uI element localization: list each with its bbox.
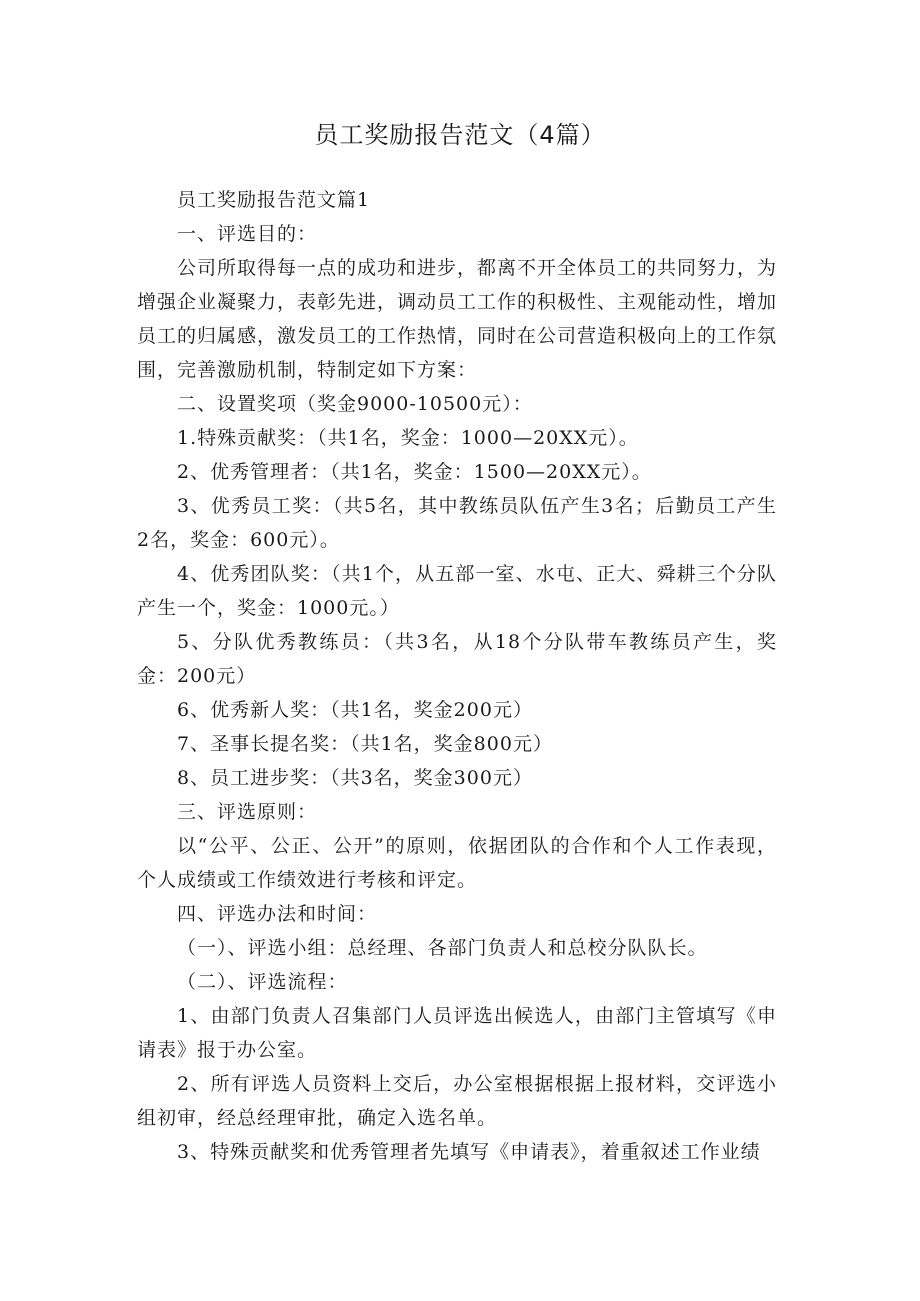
paragraph-section-heading: 员工奖励报告范文篇1 (177, 189, 371, 211)
paragraph-heading-2: 二、设置奖项（奖金9000-10500元）： (177, 393, 533, 415)
paragraph-subheading-1: （一）、评选小组：总经理、各部门负责人和总校分队队长。 (177, 937, 708, 959)
paragraph-process-2: 2、所有评选人员资料上交后，办公室根据根据上报材料，交评选小组初审，经总经理审批，确定入选名单。 (137, 1073, 777, 1129)
paragraph-principle: 以“公平、公正、公开”的原则，依据团队的合作和个人工作表现，个人成绩或工作绩效进行考核和评定。 (137, 835, 777, 891)
paragraph-award-5: 5、分队优秀教练员：（共3名，从18个分队带车教练员产生，奖金：200元） (137, 631, 777, 687)
paragraph-subheading-2: （二）、评选流程： (177, 971, 348, 993)
paragraph-award-6: 6、优秀新人奖：（共1名，奖金200元） (177, 699, 533, 721)
document-body (137, 183, 777, 1169)
paragraph-process-1: 1、由部门负责人召集部门人员评选出候选人，由部门主管填写《申请表》报于办公室。 (137, 1005, 777, 1061)
paragraph-award-1: 1.特殊贡献奖：（共1名，奖金：1000—20XX元）。 (177, 427, 639, 449)
paragraph-award-3: 3、优秀员工奖：（共5名，其中教练员队伍产生3名；后勤员工产生2名，奖金：600元）。 (137, 495, 777, 551)
paragraph-heading-4: 四、评选办法和时间： (177, 903, 378, 925)
paragraph-heading-1: 一、评选目的： (177, 223, 318, 245)
paragraph-process-3: 3、特殊贡献奖和优秀管理者先填写《申请表》，着重叙述工作业绩 (177, 1141, 761, 1163)
paragraph-award-4: 4、优秀团队奖：（共1个，从五部一室、水屯、正大、舜耕三个分队产生一个，奖金：1000元。） (137, 563, 777, 619)
document-title: 员工奖励报告范文（4篇） (314, 121, 606, 149)
paragraph-heading-3: 三、评选原则： (177, 801, 318, 823)
paragraph-purpose: 公司所取得每一点的成功和进步，都离不开全体员工的共同努力，为增强企业凝聚力，表彰先进，调动员工工作的积极性、主观能动性，增加员工的归属感，激发员工的工作热情，同时在公司营造积极向上的工作氛围，完善激励机制，特制定如下方案： (137, 257, 778, 381)
paragraph-award-2: 2、优秀管理者：（共1名，奖金：1500—20XX元）。 (177, 461, 652, 483)
paragraph-award-8: 8、员工进步奖：（共3名，奖金300元） (177, 767, 533, 789)
paragraph-award-7: 7、圣事长提名奖：（共1名，奖金800元） (177, 733, 553, 755)
